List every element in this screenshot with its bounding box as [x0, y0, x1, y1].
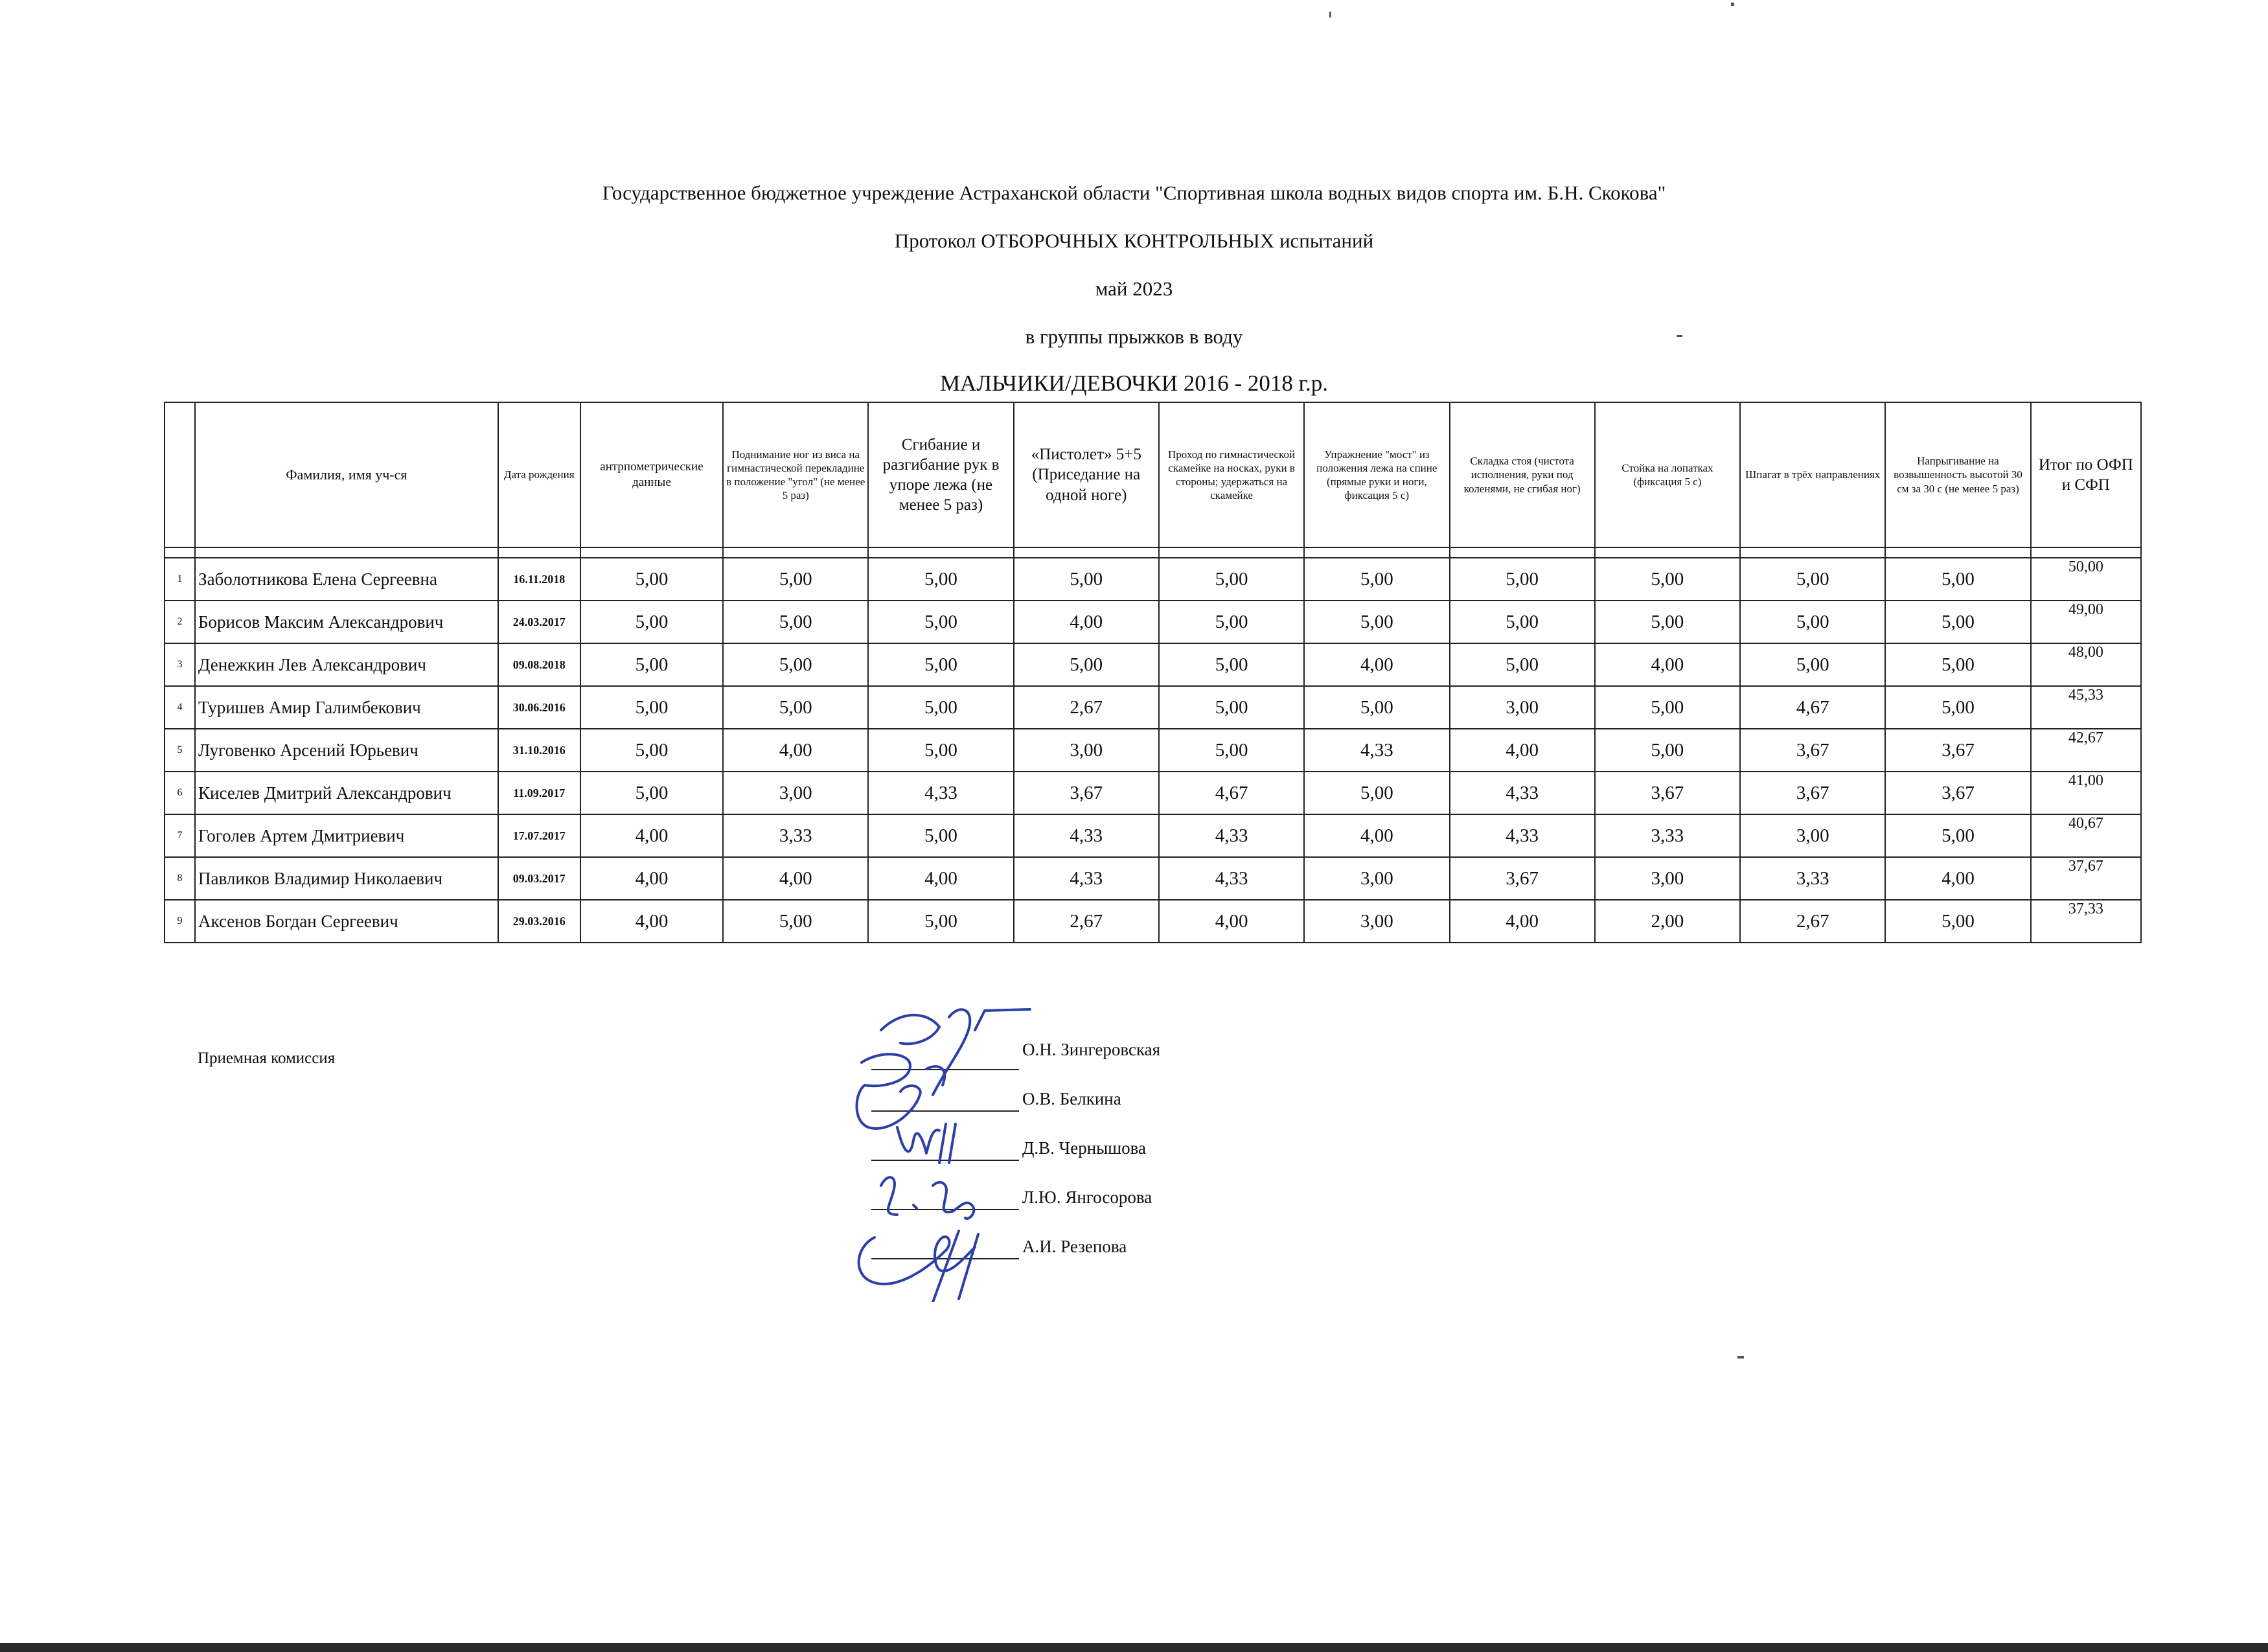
score-cell: 5,00 — [1159, 601, 1304, 643]
score-cell: 3,67 — [1014, 772, 1159, 814]
table-row — [165, 558, 2141, 601]
protocol-date: май 2023 — [1095, 277, 1173, 300]
score-cell: 5,00 — [868, 558, 1013, 601]
col-header-dob: Дата рождения — [498, 402, 580, 547]
score-cell: 3,00 — [1595, 857, 1740, 900]
score-cell: 5,00 — [1885, 900, 2030, 943]
student-name: Киселев Дмитрий Александрович — [195, 772, 498, 814]
col-header-splits: Шпагат в трёх направлениях — [1740, 402, 1885, 547]
scan-speck — [1329, 12, 1331, 17]
score-cell: 3,00 — [1014, 729, 1159, 772]
col-header-number — [165, 402, 195, 547]
signature-zingerovskaya — [881, 1009, 1030, 1095]
row-number: 1 — [165, 558, 195, 601]
score-cell: 5,00 — [580, 558, 723, 601]
score-cell: 4,33 — [1450, 772, 1595, 814]
score-cell: 3,00 — [723, 772, 868, 814]
score-cell: 5,00 — [1159, 558, 1304, 601]
score-cell: 5,00 — [1595, 558, 1740, 601]
student-name: Денежкин Лев Александрович — [195, 643, 498, 686]
score-cell: 4,00 — [580, 900, 723, 943]
birth-date: 24.03.2017 — [498, 601, 580, 643]
score-cell: 5,00 — [1740, 558, 1885, 601]
table-row — [165, 772, 2141, 814]
score-cell: 4,00 — [1450, 900, 1595, 943]
col-header-leg-raise: Поднимание ног из виса на гимнастической перекладине в положение "угол" (не менее 5 раз) — [723, 402, 868, 547]
col-header-bridge: Упражнение "мост" из положения лежа на спине (прямые руки и ноги, фиксация 5 с) — [1304, 402, 1449, 547]
total-score: 42,67 — [2031, 729, 2141, 772]
birth-date: 30.06.2016 — [498, 686, 580, 729]
score-cell: 4,00 — [580, 857, 723, 900]
score-cell: 5,00 — [1450, 643, 1595, 686]
score-cell: 4,00 — [1450, 729, 1595, 772]
score-cell: 5,00 — [1159, 643, 1304, 686]
score-cell: 3,00 — [1304, 900, 1449, 943]
institution-title: Государственное бюджетное учреждение Астраханской области "Спортивная школа водных видов спорта им. Б.Н. Скокова" — [602, 181, 1666, 204]
score-cell: 5,00 — [723, 686, 868, 729]
table-row — [165, 814, 2141, 857]
handwritten-signatures — [836, 991, 1069, 1302]
score-cell: 5,00 — [1595, 601, 1740, 643]
signature-rezepova — [859, 1231, 978, 1302]
table-row — [165, 857, 2141, 900]
row-number: 9 — [165, 900, 195, 943]
score-cell: 3,33 — [1740, 857, 1885, 900]
score-cell: 5,00 — [868, 643, 1013, 686]
score-cell: 4,33 — [1014, 857, 1159, 900]
col-header-standing-fold: Складка стоя (чистота исполнения, руки под коленями, не сгибая ног) — [1450, 402, 1595, 547]
score-cell: 5,00 — [723, 643, 868, 686]
score-cell: 5,00 — [1304, 601, 1449, 643]
score-cell: 5,00 — [868, 900, 1013, 943]
score-cell: 4,00 — [1595, 643, 1740, 686]
score-cell: 5,00 — [1740, 643, 1885, 686]
birth-date: 17.07.2017 — [498, 814, 580, 857]
score-cell: 3,67 — [1595, 772, 1740, 814]
scan-speck — [1731, 3, 1734, 6]
score-cell: 5,00 — [1014, 558, 1159, 601]
row-number: 8 — [165, 857, 195, 900]
student-name: Павликов Владимир Николаевич — [195, 857, 498, 900]
birth-date: 16.11.2018 — [498, 558, 580, 601]
score-cell: 5,00 — [1885, 686, 2030, 729]
score-cell: 4,00 — [1885, 857, 2030, 900]
total-score: 50,00 — [2031, 558, 2141, 601]
score-cell: 5,00 — [1885, 814, 2030, 857]
signature-yangosorova — [881, 1177, 974, 1219]
age-group: МАЛЬЧИКИ/ДЕВОЧКИ 2016 - 2018 г.р. — [939, 371, 1329, 396]
student-name: Гоголев Артем Дмитриевич — [195, 814, 498, 857]
score-cell: 4,00 — [1014, 601, 1159, 643]
commission-label: Приемная комиссия — [198, 1050, 336, 1067]
signature-chernyshova — [897, 1124, 956, 1163]
score-cell: 3,67 — [1740, 772, 1885, 814]
signature-ink — [857, 1009, 1031, 1302]
score-cell: 5,00 — [1304, 686, 1449, 729]
score-cell: 5,00 — [1450, 558, 1595, 601]
results-table — [164, 402, 2142, 943]
score-cell: 5,00 — [868, 729, 1013, 772]
score-cell: 5,00 — [1885, 601, 2030, 643]
score-cell: 4,67 — [1740, 686, 1885, 729]
score-cell: 5,00 — [1014, 643, 1159, 686]
student-name: Туришев Амир Галимбекович — [195, 686, 498, 729]
signatory-name: Л.Ю. Янгосорова — [1022, 1187, 1152, 1207]
total-score: 37,67 — [2031, 857, 2141, 900]
score-cell: 4,33 — [1159, 857, 1304, 900]
score-cell: 3,00 — [1304, 857, 1449, 900]
score-cell: 3,67 — [1450, 857, 1595, 900]
score-cell: 4,00 — [723, 729, 868, 772]
score-cell: 2,67 — [1014, 900, 1159, 943]
total-score: 41,00 — [2031, 772, 2141, 814]
score-cell: 5,00 — [868, 601, 1013, 643]
score-cell: 2,67 — [1740, 900, 1885, 943]
student-name: Борисов Максим Александрович — [195, 601, 498, 643]
score-cell: 5,00 — [723, 601, 868, 643]
score-cell: 5,00 — [1595, 729, 1740, 772]
row-number: 2 — [165, 601, 195, 643]
table-row — [165, 900, 2141, 943]
spacer-row — [165, 547, 2141, 558]
row-number: 5 — [165, 729, 195, 772]
row-number: 3 — [165, 643, 195, 686]
table-row — [165, 601, 2141, 643]
table-row — [165, 686, 2141, 729]
scan-speck — [1677, 335, 1682, 337]
score-cell: 5,00 — [1885, 643, 2030, 686]
col-header-pushups: Сгибание и разгибание рук в упоре лежа (не менее 5 раз) — [868, 402, 1013, 547]
score-cell: 4,00 — [1159, 900, 1304, 943]
signatory-name: А.И. Резепова — [1022, 1237, 1127, 1256]
col-header-name: Фамилия, имя уч-ся — [195, 402, 498, 547]
score-cell: 3,00 — [1740, 814, 1885, 857]
signature-belkina — [857, 1054, 945, 1129]
results-body — [165, 547, 2141, 943]
birth-date: 29.03.2016 — [498, 900, 580, 943]
row-number: 6 — [165, 772, 195, 814]
score-cell: 5,00 — [1885, 558, 2030, 601]
score-cell: 5,00 — [1159, 686, 1304, 729]
score-cell: 4,33 — [1014, 814, 1159, 857]
student-name: Луговенко Арсений Юрьевич — [195, 729, 498, 772]
score-cell: 4,00 — [1304, 814, 1449, 857]
scan-speck — [1737, 1356, 1744, 1359]
score-cell: 3,00 — [1450, 686, 1595, 729]
col-header-anthropometric: антрпометрические данные — [580, 402, 723, 547]
total-score: 48,00 — [2031, 643, 2141, 686]
col-header-total: Итог по ОФП и СФП — [2031, 402, 2141, 547]
col-header-pistol-squat: «Пистолет» 5+5 (Приседание на одной ноге) — [1014, 402, 1159, 547]
score-cell: 5,00 — [1304, 772, 1449, 814]
protocol-purpose: в группы прыжков в воду — [1025, 325, 1243, 348]
score-cell: 5,00 — [580, 729, 723, 772]
student-name: Заболотникова Елена Сергеевна — [195, 558, 498, 601]
signatory-name: О.В. Белкина — [1022, 1089, 1121, 1108]
score-cell: 5,00 — [1304, 558, 1449, 601]
score-cell: 5,00 — [580, 686, 723, 729]
score-cell: 4,33 — [1304, 729, 1449, 772]
total-score: 37,33 — [2031, 900, 2141, 943]
score-cell: 4,00 — [1304, 643, 1449, 686]
score-cell: 5,00 — [1450, 601, 1595, 643]
score-cell: 3,33 — [1595, 814, 1740, 857]
table-row — [165, 729, 2141, 772]
signatory-name: О.Н. Зингеровская — [1022, 1040, 1161, 1059]
student-name: Аксенов Богдан Сергеевич — [195, 900, 498, 943]
score-cell: 5,00 — [580, 601, 723, 643]
score-cell: 5,00 — [1595, 686, 1740, 729]
score-cell: 5,00 — [723, 900, 868, 943]
birth-date: 31.10.2016 — [498, 729, 580, 772]
birth-date: 09.08.2018 — [498, 643, 580, 686]
score-cell: 4,33 — [868, 772, 1013, 814]
score-cell: 4,33 — [1159, 814, 1304, 857]
score-cell: 3,33 — [723, 814, 868, 857]
score-cell: 4,67 — [1159, 772, 1304, 814]
score-cell: 2,67 — [1014, 686, 1159, 729]
score-cell: 4,00 — [868, 857, 1013, 900]
score-cell: 4,33 — [1450, 814, 1595, 857]
col-header-shoulder-stand: Стойка на лопатках (фиксация 5 с) — [1595, 402, 1740, 547]
score-cell: 5,00 — [868, 686, 1013, 729]
score-cell: 5,00 — [1740, 601, 1885, 643]
score-cell: 5,00 — [868, 814, 1013, 857]
score-cell: 3,67 — [1885, 772, 2030, 814]
row-number: 7 — [165, 814, 195, 857]
col-header-bench-walk: Проход по гимнастической скамейке на носках, руки в стороны; удержаться на скамейке — [1159, 402, 1304, 547]
scan-edge-strip — [0, 1643, 2268, 1652]
protocol-title: Протокол ОТБОРОЧНЫХ КОНТРОЛЬНЫХ испытаний — [894, 229, 1374, 252]
score-cell: 5,00 — [723, 558, 868, 601]
score-cell: 5,00 — [580, 643, 723, 686]
score-cell: 5,00 — [1159, 729, 1304, 772]
total-score: 40,67 — [2031, 814, 2141, 857]
row-number: 4 — [165, 686, 195, 729]
score-cell: 4,00 — [580, 814, 723, 857]
total-score: 45,33 — [2031, 686, 2141, 729]
header-row — [165, 402, 2141, 547]
birth-date: 11.09.2017 — [498, 772, 580, 814]
score-cell: 3,67 — [1740, 729, 1885, 772]
col-header-box-jumps: Напрыгивание на возвышенность высотой 30 см за 30 с (не менее 5 раз) — [1885, 402, 2030, 547]
score-cell: 4,00 — [723, 857, 868, 900]
total-score: 49,00 — [2031, 601, 2141, 643]
score-cell: 2,00 — [1595, 900, 1740, 943]
signatory-name: Д.В. Чернышова — [1022, 1138, 1146, 1158]
score-cell: 3,67 — [1885, 729, 2030, 772]
score-cell: 5,00 — [580, 772, 723, 814]
table-row — [165, 643, 2141, 686]
birth-date: 09.03.2017 — [498, 857, 580, 900]
